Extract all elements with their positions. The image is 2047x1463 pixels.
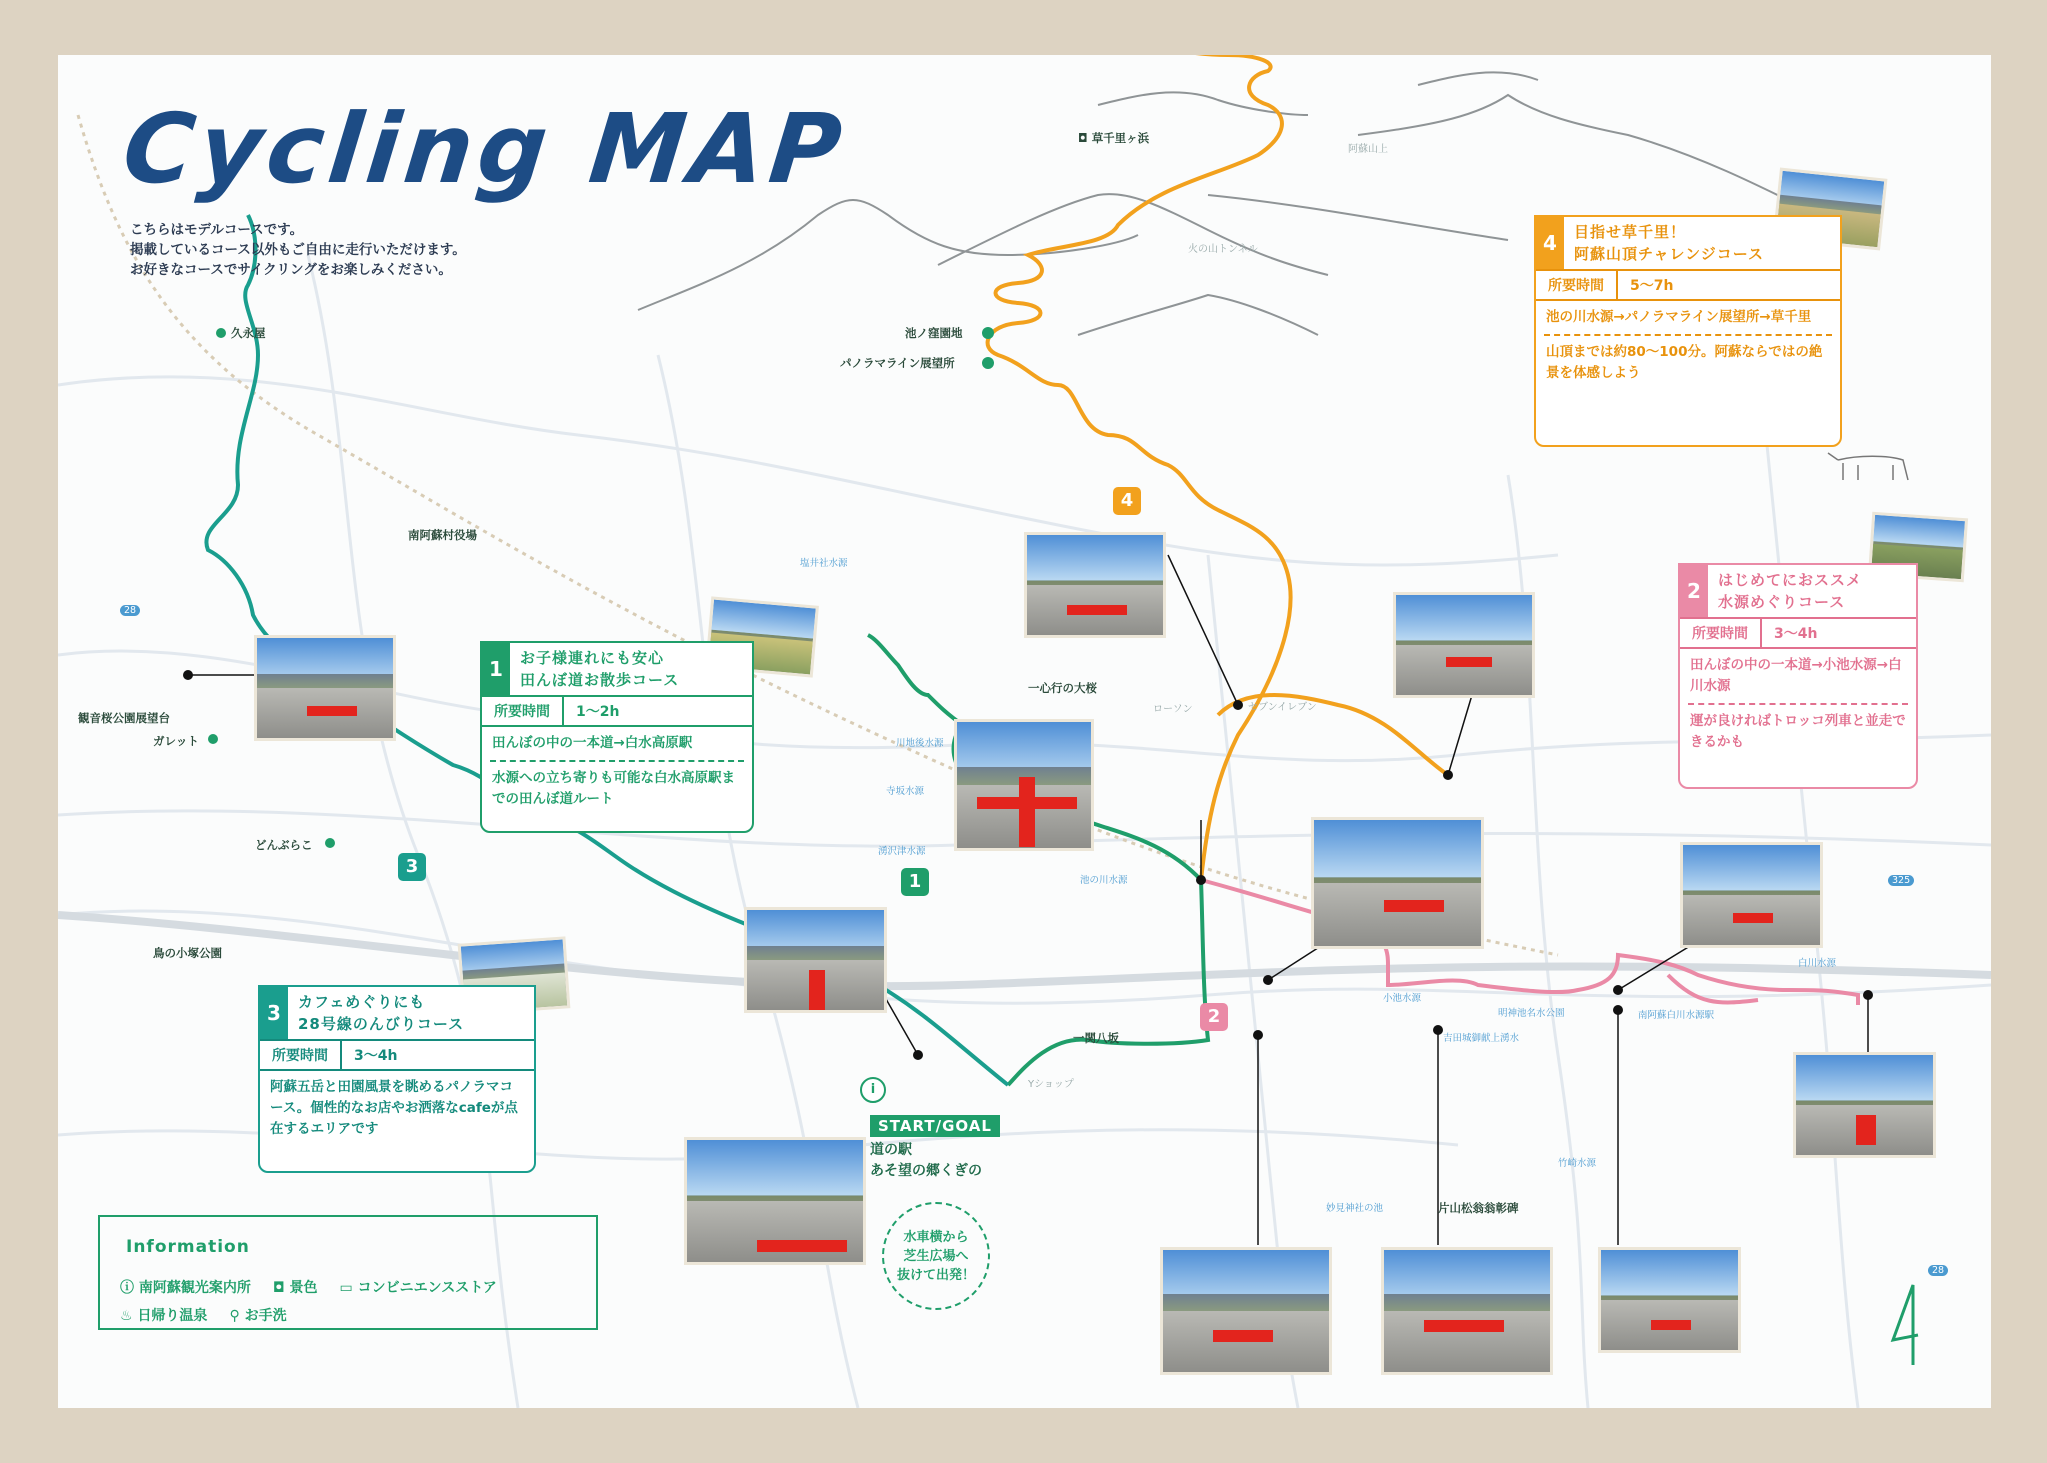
route-photo-junction[interactable] xyxy=(954,719,1094,851)
road-number-badge: 325 xyxy=(1888,875,1914,886)
place-label-kyueiya: 久永屋 xyxy=(231,326,266,340)
legend-row xyxy=(120,1277,497,1297)
info-icon: ⓘ xyxy=(120,1280,134,1296)
time-label: 所要時間 xyxy=(1536,271,1618,299)
place-label-takesaki: 竹崎水源 xyxy=(1558,1158,1597,1169)
intro-text xyxy=(130,220,466,280)
course-description: 運が良ければトロッコ列車と並走できるかも xyxy=(1688,703,1908,759)
course-title xyxy=(1708,565,1872,617)
map-title: Cycling MAP xyxy=(118,93,852,205)
place-label-kawachi: 川地後水源 xyxy=(896,738,944,749)
place-label-meisui: 明神池名水公園 xyxy=(1498,1008,1565,1019)
route-photo[interactable] xyxy=(1024,532,1166,638)
course-title-line: 阿蘇山頂チャレンジコース xyxy=(1574,245,1765,263)
place-label xyxy=(1078,130,1149,146)
route-photo[interactable] xyxy=(1680,842,1823,948)
route-photo[interactable] xyxy=(254,635,396,741)
start-goal-label[interactable]: START/GOAL xyxy=(870,1115,1000,1137)
course-description: 山頂までは約80～100分。阿蘇ならではの絶景を体感しよう xyxy=(1544,334,1832,390)
course-title-line: はじめてにおススメ xyxy=(1718,571,1863,589)
legend-item xyxy=(273,1277,318,1297)
place-label-myoken: 妙見神社の池 xyxy=(1326,1203,1384,1214)
time-label: 所要時間 xyxy=(1680,619,1762,647)
course-number: 1 xyxy=(482,643,510,695)
course-title xyxy=(510,643,689,695)
course-4-marker[interactable]: 4 xyxy=(1113,487,1141,515)
course-number: 4 xyxy=(1536,217,1564,269)
intro-line: お好きなコースでサイクリングをお楽しみください。 xyxy=(130,262,452,278)
course-route: 田んぼの中の一本道→白水高原駅 xyxy=(492,735,693,751)
camera-icon: ◘ xyxy=(272,1280,285,1296)
place-label-tunnel: 火の山トンネル xyxy=(1188,244,1258,255)
cow-sketch xyxy=(1828,453,1908,480)
course-route: 田んぼの中の一本道→小池水源→白川水源 xyxy=(1690,657,1902,694)
place-label-yoshida: 吉田城御献上湧水 xyxy=(1443,1033,1520,1044)
course-title xyxy=(1564,217,1774,269)
place-label-minamiaso-shirakawa: 南阿蘇白川水源駅 xyxy=(1638,1010,1715,1021)
course-title-line: カフェめぐりにも xyxy=(298,993,426,1011)
course-1-card[interactable] xyxy=(480,641,754,833)
course-title-line: 28号線のんびりコース xyxy=(298,1015,465,1033)
place-label-ikenokawa: 池の川水源 xyxy=(1080,875,1128,886)
place-label-hamazatsu: 湧沢津水源 xyxy=(878,846,926,857)
camera-icon: ◘ xyxy=(1078,131,1088,145)
route-photo[interactable] xyxy=(1598,1247,1741,1353)
place-label-koike: 小池水源 xyxy=(1383,993,1422,1004)
course-title-line: お子様連れにも安心 xyxy=(520,649,665,667)
place-label-panorama: パノラマライン展望所 xyxy=(840,356,955,370)
place-label-seven: セブンイレブン xyxy=(1248,702,1317,713)
intro-line: 掲載しているコース以外もご自由に走行いただけます。 xyxy=(130,242,466,258)
course-3-card[interactable] xyxy=(258,985,536,1173)
station-line: あそ望の郷くぎの xyxy=(870,1163,982,1179)
time-value: 5～7h xyxy=(1630,278,1674,294)
legend-label: 景色 xyxy=(289,1280,318,1296)
map-sheet xyxy=(58,55,1991,1408)
time-value: 3～4h xyxy=(1774,626,1818,642)
time-value: 1～2h xyxy=(576,704,620,720)
intro-line: こちらはモデルコースです。 xyxy=(130,222,304,238)
route-photo[interactable] xyxy=(1793,1052,1936,1158)
place-label-donburako: どんぶらこ xyxy=(255,838,313,852)
station-line: 道の駅 xyxy=(870,1142,912,1158)
store-icon: ▭ xyxy=(339,1280,353,1296)
course-title-line: 目指せ草千里！ xyxy=(1574,223,1687,241)
place-label-shirakawa: 白川水源 xyxy=(1798,958,1837,969)
start-note-bubble xyxy=(882,1202,990,1310)
course-number: 2 xyxy=(1680,565,1708,617)
legend-label: お手洗 xyxy=(244,1308,287,1324)
place-label-kusasenri: 草千里ヶ浜 xyxy=(1091,131,1150,145)
place-label-isshingyo: 一心行の大桜 xyxy=(1028,681,1097,695)
course-title-line: 水源めぐりコース xyxy=(1718,593,1846,611)
info-icon: i xyxy=(860,1077,886,1103)
place-label-village-office: 南阿蘇村役場 xyxy=(408,528,477,542)
route-photo[interactable] xyxy=(744,907,887,1013)
toilet-icon: ⚲ xyxy=(229,1308,240,1324)
course-4-card[interactable] xyxy=(1534,215,1842,447)
place-label-kanonzakura: 観音桜公園展望台 xyxy=(78,711,170,725)
place-label-torinokotsuka: 鳥の小塚公園 xyxy=(153,946,222,960)
legend-item xyxy=(229,1305,286,1325)
road-number-badge: 28 xyxy=(120,605,140,616)
legend-item xyxy=(120,1305,207,1325)
course-1-marker[interactable]: 1 xyxy=(901,868,929,896)
course-title xyxy=(288,987,474,1039)
time-label: 所要時間 xyxy=(482,697,564,725)
route-photo[interactable] xyxy=(1311,817,1484,949)
course-description: 水源への立ち寄りも可能な白水高原駅までの田んぼ道ルート xyxy=(490,760,744,816)
course-2-marker[interactable]: 2 xyxy=(1200,1003,1228,1031)
place-label-yshop: Yショップ xyxy=(1028,1079,1074,1090)
place-label-aso-sanjo: 阿蘇山上 xyxy=(1348,144,1388,155)
hot-spring-icon: ♨ xyxy=(120,1308,133,1324)
legend-heading: Information xyxy=(126,1237,250,1257)
legend-row xyxy=(120,1305,287,1325)
time-label: 所要時間 xyxy=(260,1041,342,1069)
legend-label: 日帰り温泉 xyxy=(137,1308,208,1324)
legend-label: コンビニエンスストア xyxy=(357,1280,497,1296)
legend-item xyxy=(340,1277,497,1297)
place-label-ikenokubo: 池ノ窪園地 xyxy=(905,326,963,340)
place-label-garrett: ガレット xyxy=(153,734,199,748)
course-number: 3 xyxy=(260,987,288,1039)
bubble-line: 芝生広場へ xyxy=(903,1249,969,1264)
michinoeki-label xyxy=(870,1140,982,1182)
course-title-line: 田んぼ道お散歩コース xyxy=(520,671,680,689)
route-photo[interactable] xyxy=(1381,1247,1553,1375)
course-route: 池の川水源→パノラマライン展望所→草千里 xyxy=(1546,309,1812,325)
information-legend xyxy=(98,1215,598,1330)
route-photo-start[interactable] xyxy=(684,1137,866,1265)
legend-label: 南阿蘇観光案内所 xyxy=(138,1280,251,1296)
legend-item xyxy=(120,1277,251,1297)
north-arrow-icon xyxy=(1893,1285,1918,1365)
bubble-line: 水車横から xyxy=(903,1230,969,1245)
route-photo[interactable] xyxy=(1393,592,1535,698)
course-description: 阿蘇五岳と田園風景を眺めるパノラマコース。個性的なお店やお洒落なcafeが点在するエリアです xyxy=(270,1079,518,1137)
place-label-shioi: 塩井社水源 xyxy=(800,558,848,569)
time-value: 3～4h xyxy=(354,1048,398,1064)
bubble-line: 抜けて出発！ xyxy=(896,1268,975,1283)
road-number-badge: 28 xyxy=(1928,1265,1948,1276)
place-label-terasaka: 寺坂水源 xyxy=(886,786,925,797)
course-2-card[interactable] xyxy=(1678,563,1918,789)
place-label-katayama: 片山松翁翁彰碑 xyxy=(1438,1201,1519,1215)
place-label-lawson: ローソン xyxy=(1153,704,1193,715)
route-photo[interactable] xyxy=(1160,1247,1332,1375)
place-label-ichisekihachiban: 一関八坂 xyxy=(1073,1031,1119,1045)
course-3-marker[interactable]: 3 xyxy=(398,853,426,881)
